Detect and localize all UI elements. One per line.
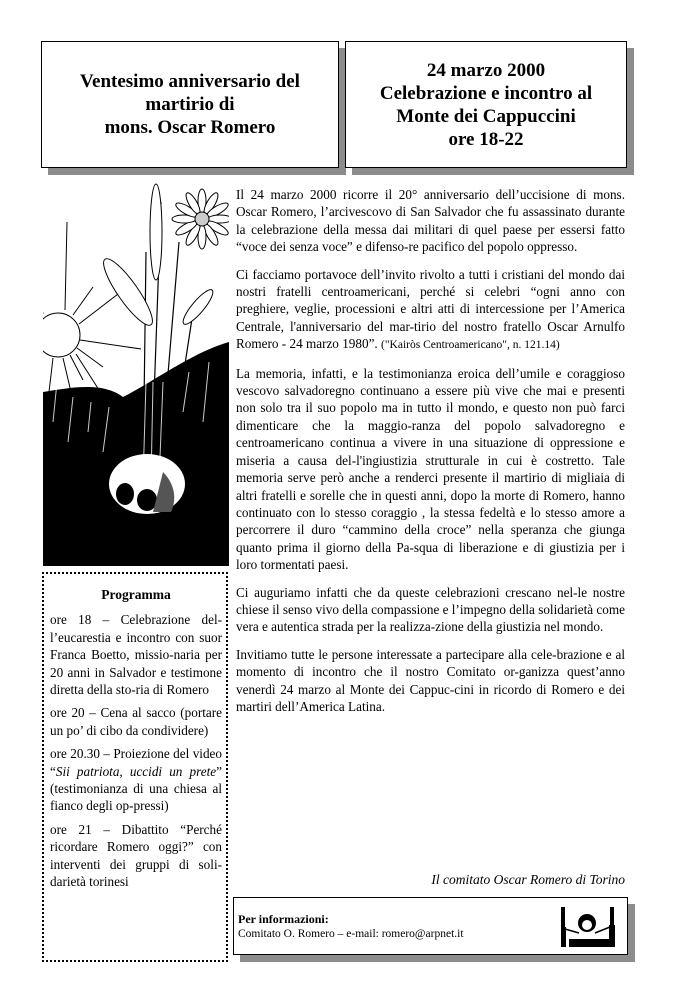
program-item: ore 20 – Cena al sacco (portare un po’ di cibo da condividere): [50, 705, 222, 738]
info-contact: Comitato O. Romero – e-mail: romero@arpnet.it: [238, 928, 464, 940]
title-line: Ventesimo anniversario del: [80, 71, 300, 92]
program-item-text: ore 20.30 – Proiezione del video “: [50, 746, 222, 779]
article-paragraph: Invitiamo tutte le persone interessate a partecipare alla cele-brazione e al momento di incontro che il nostro Comitato or-ganizza quest’anno venerdì 24 marzo al Monte dei Cappuc-cini in ricordo di Romero e dei martiri dell’America Latina.: [236, 646, 625, 714]
program-item: ore 21 – Dibattito “Perché ricordare Romero oggi?” con interventi dei gruppi di soli-darietà torinesi: [50, 821, 222, 890]
program-item: ore 18 – Celebrazione del-l’eucarestia e incontro con suor Franca Boetto, missio-naria per 20 anni in Salvador e testimone diretta della sto-ria di Romero: [50, 612, 222, 698]
article-paragraph: Ci auguriamo infatti che da queste celebrazioni crescano nel-le nostre chiese il senso vivo della compassione e l’impegno della solidarietà come vera e autentica strada per la realizza-zione della giustizia nel mondo.: [236, 584, 625, 635]
event-location: Monte dei Cappuccini: [396, 105, 576, 127]
title-box-event: [345, 41, 627, 168]
paragraph-text: Ci facciamo portavoce dell’invito rivolto a tutti i cristiani del mondo dai nostri fratelli centroamericani, perché si celebri “ogni anno con preghiere, veglie, processioni e altri atti di intercessione per l’America Centrale, l'anniversario del mar-tirio del nostro fratello Oscar Arnulfo Romero - 24 marzo 1980”.: [236, 266, 625, 352]
article-paragraph: [236, 266, 625, 355]
title-line: mons. Oscar Romero: [104, 117, 276, 138]
article-body: [236, 186, 625, 725]
title-line: martirio di: [145, 94, 235, 115]
info-title: Per informazioni:: [238, 912, 329, 926]
program-item-text: ” (testimonianza di una chiesa al fianco degli op-pressi): [50, 763, 222, 814]
article-paragraph: Il 24 marzo 2000 ricorre il 20° anniversario dell’uccisione di mons. Oscar Romero, l’arcivescovo di San Salvador che fu assassinato durante la celebrazione della messa dai militari di quel paese per essersi fatto “voce dei senza voce” e difenso-re pacifico del popolo oppresso.: [236, 187, 625, 255]
citation: ("Kairòs Centroamericano", n. 121.14): [381, 339, 560, 352]
signature: Il comitato Oscar Romero di Torino: [431, 872, 625, 887]
program-item: [50, 745, 222, 815]
event-date: 24 marzo 2000: [426, 59, 546, 81]
priest-figure-icon: [555, 903, 621, 951]
event-title-line: Celebrazione e incontro al: [379, 82, 593, 104]
illustration-sun-wheat-skull: [43, 182, 229, 566]
sun-wheat-skull-icon: [43, 182, 229, 566]
info-box: [233, 897, 628, 955]
article-paragraph: La memoria, infatti, e la testimonianza eroica dell’umile e coraggioso vescovo salvadoregno continuano a essere più vive che mai e presenti non solo tra il suo popolo ma in tutto il mondo, e questo non può farci dimenticare che la maggio-ranza del popolo salvadoregno e centroamericano continua a vivere in una situazione di oppressione e miseria a causa del-l'ingiustizia strutturale in cui è costretto. Tale memoria serve però anche a renderci presente il martirio di migliaia di altri fratelli e sorelle che in questi anni, dopo la morte di Romero, hanno continuato con lo stesso coraggio , la stessa fedeltà e lo stesso amore a percorrere il duro “cammino della croce” nella speranza che giunga quanto prima il giorno della Pa-squa di liberazione e di giustizia per i loro tormentati paesi.: [236, 365, 625, 573]
program-title: Programma: [101, 587, 171, 602]
program-box: [42, 572, 228, 962]
title-box-anniversary: [41, 41, 339, 168]
video-title: Sii patriota, uccidi un prete: [55, 763, 217, 779]
event-time: ore 18-22: [448, 128, 524, 150]
